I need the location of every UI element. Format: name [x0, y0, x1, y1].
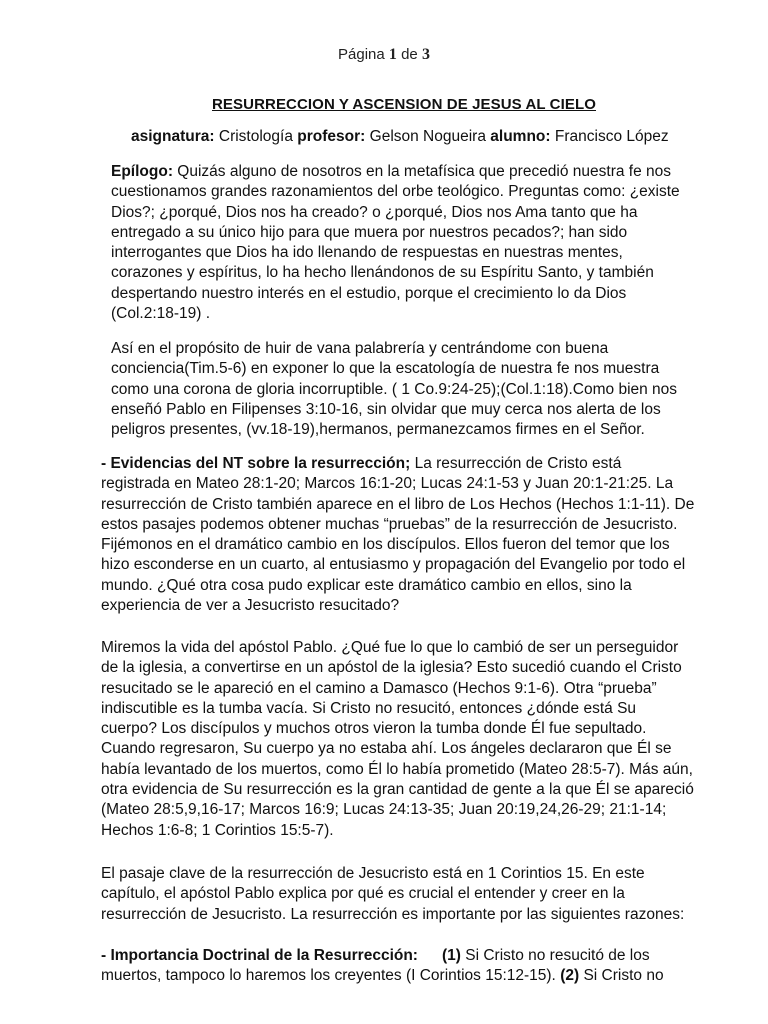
text-line: de la iglesia, a convertirse en un apóstol de la iglesia? Esto sucedió cuando el Cristo — [101, 659, 682, 677]
text-line: hizo esconderse en un cuarto, al entusiasmo y propagación del Evangelio por todo el — [101, 556, 686, 574]
reason-number: (2) — [560, 967, 580, 985]
text-line: (Col.2:18-19) . — [111, 305, 211, 323]
text-line: resurrección de Cristo también aparece en el libro de Los Hechos (Hechos 1:1-11). De — [101, 495, 695, 513]
asignatura-value: Cristología — [218, 128, 293, 145]
text-line: había levantado de los muertos, como Él lo había prometido (Mateo 28:5-7). Más aún, — [101, 760, 693, 778]
text-line: Así en el propósito de huir de vana palabrería y centrándome con buena — [111, 340, 609, 357]
document-title: RESURRECCION Y ASCENSION DE JESUS AL CIELO — [212, 96, 596, 113]
page-label: Página — [338, 46, 385, 63]
text-line: peligros presentes, (vv.18-19),hermanos, permanezcamos firmes en el Señor. — [111, 421, 645, 439]
text-line: mundo. ¿Qué otra cosa pudo explicar este dramático cambio en ellos, sino la — [101, 576, 632, 594]
page-of: de — [401, 46, 418, 63]
text-line: Si Cristo no resucitó de los — [460, 947, 650, 964]
evidencias-heading: - Evidencias del NT sobre la resurrección; — [101, 455, 411, 472]
text-line: Fijémonos en el dramático cambio en los discípulos. Ellos fueron del temor que los — [101, 536, 670, 554]
profesor-label: profesor: — [297, 128, 366, 145]
text-line: capítulo, el apóstol Pablo explica por qué es crucial el entender y creer en la — [101, 885, 625, 903]
current-page: 1 — [388, 46, 397, 63]
text-line: Quizás alguno de nosotros en la metafísica que precedió nuestra fe nos — [173, 163, 672, 180]
text-line: Si Cristo no — [579, 967, 664, 985]
text-line: Dios?; ¿porqué, Dios nos ha creado? o ¿porqué, Dios nos Ama tanto que ha — [111, 203, 638, 221]
epilogo-label: Epílogo: — [111, 163, 173, 180]
paragraph-epilogo — [111, 162, 680, 324]
text-line: corazones y espíritus, lo ha hecho llenándonos de su Espíritu Santo, y también — [111, 264, 654, 282]
page-number-header — [0, 46, 768, 64]
text-line: indiscutible es la tumba vacía. Si Cristo no resucitó, entonces ¿dónde está Su — [101, 699, 637, 717]
paragraph-miremos — [101, 638, 694, 841]
text-line: interrogantes que Dios ha ido llenando de respuestas en nuestras mentes, — [111, 244, 623, 262]
paragraph-importancia — [101, 946, 664, 987]
text-line: experiencia de ver a Jesucristo resucitado? — [101, 597, 400, 615]
asignatura-label: asignatura: — [131, 128, 215, 145]
alumno-value: Francisco López — [554, 128, 669, 145]
text-line: despertando nuestro interés en el estudio, porque el crecimiento lo da Dios — [111, 284, 627, 302]
text-line: como una corona de gloria incorruptible. ( 1 Co.9:24-25);(Col.1:18).Como bien nos — [111, 380, 678, 398]
text-line: La resurrección de Cristo está — [410, 455, 622, 472]
text-line: entregado a su único hijo para que muera por nuestros pecados?; han sido — [111, 223, 628, 241]
text-line: conciencia(Tim.5-6) en exponer lo que la escatología de nuestra fe nos muestra — [111, 360, 660, 378]
paragraph-evidencias — [101, 454, 694, 616]
text-line: Miremos la vida del apóstol Pablo. ¿Qué fue lo que lo cambió de ser un perseguidor — [101, 639, 679, 656]
text-line: cuerpo? Los discípulos y muchos otros vieron la tumba donde Él fue sepultado. — [101, 720, 647, 738]
text-line: Cuando regresaron, Su cuerpo ya no estaba ahí. Los ángeles declararon que Él se — [101, 740, 672, 758]
text-line: muertos, tampoco lo haremos los creyentes (I Corintios 15:12-15). — [101, 967, 561, 985]
reason-number: (1) — [441, 947, 461, 964]
document-meta — [131, 128, 669, 146]
alumno-label: alumno: — [490, 128, 551, 145]
profesor-value: Gelson Nogueira — [369, 128, 486, 145]
text-line: estos pasajes podemos obtener muchas “pruebas” de la resurrección de Jesucristo. — [101, 515, 678, 533]
text-line: registrada en Mateo 28:1-20; Marcos 16:1-20; Lucas 24:1-53 y Juan 20:1-21:25. La — [101, 475, 674, 493]
text-line: resucitado se le apareció en el camino a Damasco (Hechos 9:1-6). Otra “prueba” — [101, 679, 657, 697]
importancia-heading: - Importancia Doctrinal de la Resurrección: — [101, 947, 418, 964]
text-line: otra evidencia de Su resurrección es la gran cantidad de gente a la que Él se apareció — [101, 781, 694, 799]
text-line: resurrección de Jesucristo. La resurrección es importante por las siguientes razones: — [101, 905, 685, 923]
paragraph-clave — [101, 864, 684, 925]
text-line: enseñó Pablo en Filipenses 3:10-16, sin olvidar que muy cerca nos alerta de los — [111, 400, 661, 418]
total-pages: 3 — [421, 46, 430, 63]
text-line: El pasaje clave de la resurrección de Jesucristo está en 1 Corintios 15. En este — [101, 865, 645, 882]
text-line: Hechos 1:6-8; 1 Corintios 15:5-7). — [101, 821, 334, 839]
paragraph-asi — [111, 339, 677, 440]
text-line: (Mateo 28:5,9,16-17; Marcos 16:9; Lucas 24:13-35; Juan 20:19,24,26-29; 21:1-14; — [101, 801, 667, 819]
text-line: cuestionamos grandes razonamientos del orbe teológico. Preguntas como: ¿existe — [111, 183, 680, 201]
